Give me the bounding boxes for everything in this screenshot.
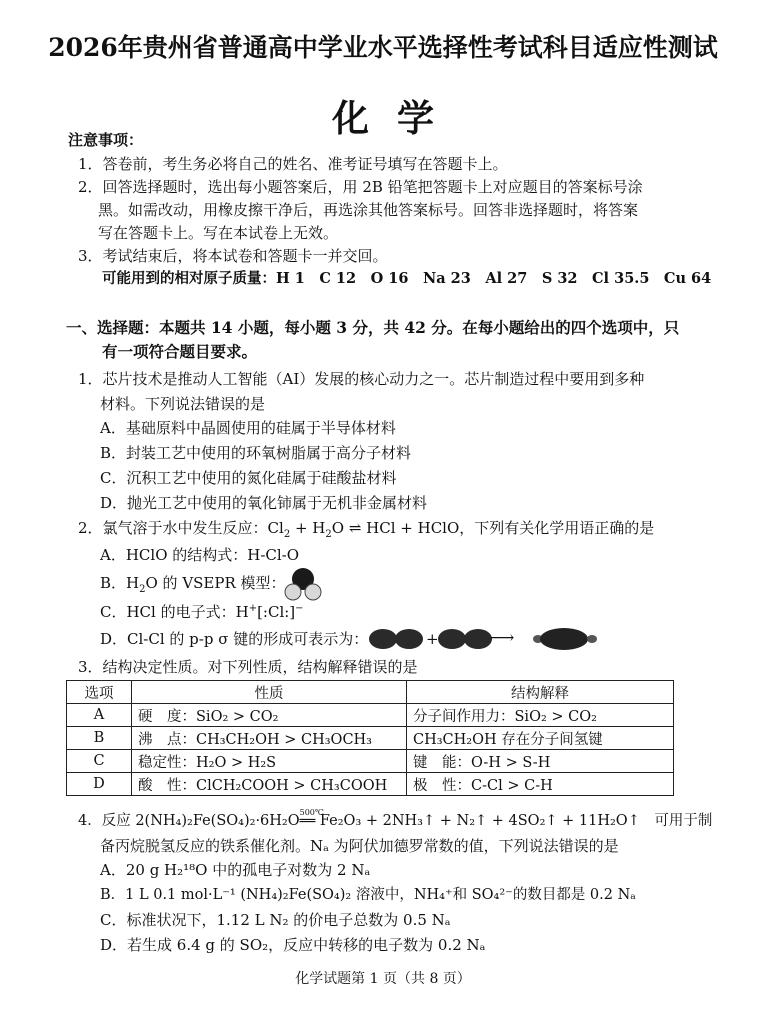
table-header: 选项	[67, 681, 132, 704]
vsepr-model-image	[282, 567, 324, 603]
q2-option-b: B．$H_2O$ 的 VSEPR 模型：	[100, 574, 286, 595]
q1-option-b: B．封装工艺中使用的环氧树脂属于高分子材料	[100, 444, 412, 462]
row-property: 稳定性：H₂O > H₂S	[132, 750, 407, 773]
q3-stem: 3．结构决定性质。对下列性质，结构解释错误的是	[78, 658, 418, 676]
sigma-bond-orbital-image	[368, 624, 604, 654]
table-header: 结构解释	[407, 681, 674, 704]
section-heading-cont: 有一项符合题目要求。	[102, 342, 258, 361]
q2-option-d: D．Cl-Cl 的 p-p σ 键的形成可表示为：	[100, 630, 369, 648]
row-explanation: 极 性：C-Cl > C-H	[407, 773, 674, 796]
p-orbital-lobe	[438, 629, 466, 649]
q1-stem: 1．芯片技术是推动人工智能（AI）发展的核心动力之一。芯片制造过程中要用到多种	[78, 370, 645, 388]
row-explanation: 分子间作用力：SiO₂ > CO₂	[407, 704, 674, 727]
row-id: C	[67, 750, 132, 773]
notice-item-1: 1．答卷前，考生务必将自己的姓名、准考证号填写在答题卡上。	[78, 155, 508, 173]
atomic-masses: 可能用到的相对原子质量：H 1 C 12 O 16 Na 23 Al 27 S 32 Cl 35.5 Cu 64	[102, 270, 712, 287]
table-header: 性质	[132, 681, 407, 704]
row-id: D	[67, 773, 132, 796]
q2-stem: 2．氯气溶于水中发生反应：$Cl_2 + H_2O$ ⇌ HCl + HClO，下列有关化学用语正确的是	[78, 519, 655, 540]
row-property: 硬 度：SiO₂ > CO₂	[132, 704, 407, 727]
q4-stem: 4．反应 2(NH₄)₂Fe(SO₄)₂·6H₂O 500℃ ══ Fe₂O₃ + 2NH₃↑ + N₂↑ + 4SO₂↑ + 11H₂O↑ 可用于制	[78, 810, 712, 833]
notice-item-2-cont2: 写在答题卡上。写在本试卷上无效。	[98, 224, 339, 242]
section-heading: 一、选择题：本题共 14 小题，每小题 3 分，共 42 分。在每小题给出的四个选项中，只	[66, 318, 680, 337]
plus-sign: +	[426, 630, 439, 648]
q1-option-d: D．抛光工艺中使用的氧化铈属于无机非金属材料	[100, 494, 428, 512]
reaction-arrow: ⟶	[490, 628, 515, 648]
q1-option-c: C．沉积工艺中使用的氮化硅属于硅酸盐材料	[100, 469, 397, 487]
notice-item-3: 3．考试结束后，将本试卷和答题卡一并交回。	[78, 247, 388, 265]
table-header-row	[67, 681, 674, 704]
page-footer: 化学试题第 1 页（共 8 页）	[295, 971, 471, 987]
sigma-orbital-end	[587, 635, 597, 643]
exam-title: 2026年贵州省普通高中学业水平选择性考试科目适应性测试	[48, 33, 718, 62]
notice-item-2: 2．回答选择题时，选出每小题答案后，用 2B 铅笔把答题卡上对应题目的答案标号涂	[78, 178, 643, 196]
q4-stem-cont: 备丙烷脱氢反应的铁系催化剂。Nₐ 为阿伏加德罗常数的值，下列说法错误的是	[100, 837, 619, 855]
q2-option-a: A．HClO 的结构式：H-Cl-O	[100, 546, 300, 564]
table-row	[67, 773, 674, 796]
sigma-orbital-body	[540, 628, 588, 650]
q4-option-b: B．1 L 0.1 mol·L⁻¹ (NH₄)₂Fe(SO₄)₂ 溶液中，NH₄⁺和 SO₄²⁻的数目都是 0.2 Nₐ	[100, 887, 636, 903]
notice-item-2-cont: 黑。如需改动，用橡皮擦干净后，再选涂其他答案标号。回答非选择题时，将答案	[98, 201, 639, 219]
q4-option-c: C．标准状况下，1.12 L N₂ 的价电子总数为 0.5 Nₐ	[100, 911, 451, 929]
q4-option-a: A．20 g H₂¹⁸O 中的孤电子对数为 2 Nₐ	[100, 861, 371, 879]
p-orbital-lobe	[395, 629, 423, 649]
subject-title: 化学	[332, 96, 462, 140]
hydrogen-atom-right	[305, 584, 321, 600]
row-property: 沸 点：CH₃CH₂OH > CH₃OCH₃	[132, 727, 407, 750]
reaction-condition: 500℃ ══	[299, 808, 324, 829]
hydrogen-atom-left	[285, 584, 301, 600]
q3-table	[66, 680, 674, 796]
row-property: 酸 性：ClCH₂COOH > CH₃COOH	[132, 773, 407, 796]
p-orbital-lobe	[369, 629, 397, 649]
q1-option-a: A．基础原料中晶圆使用的硅属于半导体材料	[100, 419, 396, 437]
row-explanation: 键 能：O-H > S-H	[407, 750, 674, 773]
row-explanation: CH₃CH₂OH 存在分子间氢键	[407, 727, 674, 750]
table-row	[67, 750, 674, 773]
notice-heading: 注意事项：	[68, 131, 144, 149]
p-orbital-lobe	[464, 629, 492, 649]
row-id: B	[67, 727, 132, 750]
row-id: A	[67, 704, 132, 727]
q2-option-c: C．HCl 的电子式：H+[:Cl:]−	[100, 603, 304, 621]
q4-option-d: D．若生成 6.4 g 的 SO₂，反应中转移的电子数为 0.2 Nₐ	[100, 936, 486, 954]
q1-stem-cont: 材料。下列说法错误的是	[100, 395, 266, 413]
table-row	[67, 727, 674, 750]
table-row	[67, 704, 674, 727]
